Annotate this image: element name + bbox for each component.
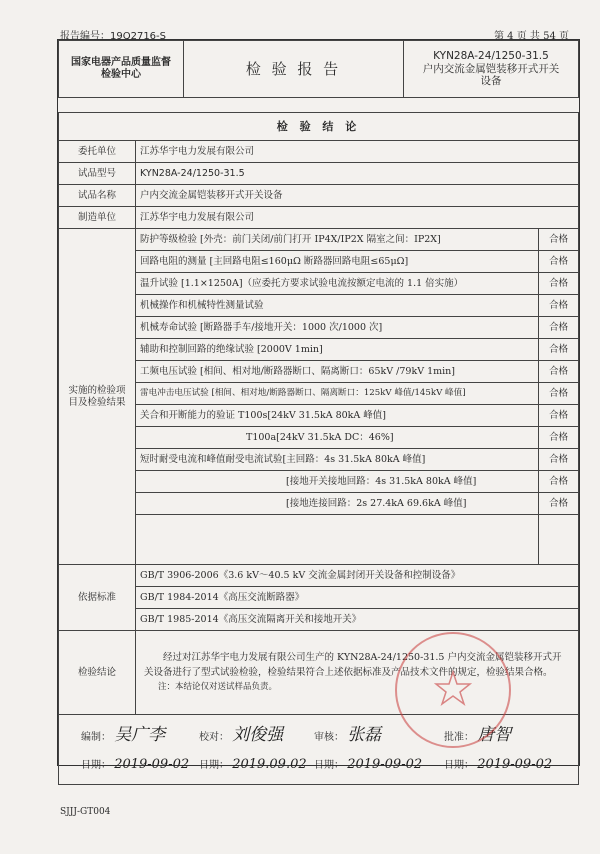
conclusion-label: 检验结论 bbox=[59, 631, 136, 715]
title-bar bbox=[58, 40, 579, 98]
editor-block bbox=[81, 725, 165, 745]
test-row bbox=[59, 229, 579, 251]
test-result: 合格 bbox=[538, 449, 578, 471]
checker-date-label: 日期： bbox=[199, 760, 229, 771]
info-value: 江苏华宇电力发展有限公司 bbox=[136, 141, 579, 163]
tests-label bbox=[59, 229, 136, 565]
test-row bbox=[59, 251, 579, 273]
standard-row bbox=[59, 587, 579, 609]
editor-label: 编制： bbox=[81, 732, 111, 743]
standard-item: GB/T 3906-2006《3.6 kV～40.5 kV 交流金属封闭开关设备和控制设备》 bbox=[136, 565, 579, 587]
reviewer-date-label: 日期： bbox=[314, 760, 344, 771]
conclusion-note: 注：本结论仅对送试样品负责。 bbox=[158, 681, 278, 692]
org-cell bbox=[59, 41, 184, 98]
standard-row bbox=[59, 609, 579, 631]
test-row bbox=[59, 405, 579, 427]
test-row bbox=[59, 493, 579, 515]
test-result: 合格 bbox=[538, 339, 578, 361]
info-row bbox=[59, 185, 579, 207]
test-row bbox=[59, 383, 579, 405]
test-item: 回路电阻的测量 [主回路电阻≤160μΩ 断路器回路电阻≤65μΩ] bbox=[136, 251, 539, 273]
test-item: [接地连接回路：2s 27.4kA 69.6kA 峰值] bbox=[136, 493, 539, 515]
test-item: [接地开关接地回路：4s 31.5kA 80kA 峰值] bbox=[136, 471, 539, 493]
test-result: 合格 bbox=[538, 251, 578, 273]
approver-date: 2019-09-02 bbox=[477, 757, 553, 772]
test-row bbox=[59, 471, 579, 493]
test-result: 合格 bbox=[538, 361, 578, 383]
info-label: 试品名称 bbox=[59, 185, 136, 207]
approver-label: 批准： bbox=[444, 732, 474, 743]
test-item: 工频电压试验 [相间、相对地/断路器断口、隔离断口：65kV /79kV 1min] bbox=[136, 361, 539, 383]
approver-date-block bbox=[444, 757, 552, 773]
info-row bbox=[59, 163, 579, 185]
test-row bbox=[59, 339, 579, 361]
checker-date-block bbox=[199, 757, 307, 773]
checker-date: 2019.09.02 bbox=[232, 757, 307, 772]
reviewer-label: 审核： bbox=[314, 732, 344, 743]
test-result: 合格 bbox=[538, 471, 578, 493]
tests-label-line2: 目及检验结果 bbox=[68, 396, 126, 408]
info-row bbox=[59, 207, 579, 229]
report-title-cell bbox=[184, 41, 404, 98]
report-number-label: 报告编号： bbox=[60, 31, 110, 42]
product-model: KYN28A-24/1250-31.5 bbox=[433, 50, 549, 63]
test-row bbox=[59, 273, 579, 295]
checker-block bbox=[199, 725, 283, 745]
test-item: 辅助和控制回路的绝缘试验 [2000V 1min] bbox=[136, 339, 539, 361]
editor-signature: 吴广李 bbox=[114, 725, 166, 745]
org-name-line2: 检验中心 bbox=[101, 69, 141, 80]
standard-item: GB/T 1985-2014《高压交流隔离开关和接地开关》 bbox=[136, 609, 579, 631]
test-item: 温升试验 [1.1×1250A]（应委托方要求试验电流按额定电流的 1.1 倍实施） bbox=[136, 273, 539, 295]
footer-code: SJJJ-GT004 bbox=[60, 807, 111, 817]
info-row bbox=[59, 141, 579, 163]
test-item: 机械寿命试验 [断路器手车/接地开关：1000 次/1000 次] bbox=[136, 317, 539, 339]
test-row bbox=[59, 295, 579, 317]
checker-label: 校对： bbox=[199, 732, 229, 743]
test-item: 短时耐受电流和峰值耐受电流试验[主回路：4s 31.5kA 80kA 峰值] bbox=[136, 449, 539, 471]
reviewer-date-block bbox=[314, 757, 422, 773]
seal-star-icon bbox=[397, 634, 512, 746]
checker-signature: 刘俊强 bbox=[232, 725, 284, 745]
test-result: 合格 bbox=[538, 493, 578, 515]
info-label: 委托单位 bbox=[59, 141, 136, 163]
info-label: 试品型号 bbox=[59, 163, 136, 185]
test-result: 合格 bbox=[538, 427, 578, 449]
editor-date-label: 日期： bbox=[81, 760, 111, 771]
test-result: 合格 bbox=[538, 405, 578, 427]
report-number-value: 19Q2716-S bbox=[110, 31, 167, 42]
standard-row bbox=[59, 565, 579, 587]
test-row bbox=[59, 449, 579, 471]
reviewer-signature: 张磊 bbox=[347, 725, 382, 745]
test-result: 合格 bbox=[538, 383, 578, 405]
test-item: 关合和开断能力的验证 T100s[24kV 31.5kA 80kA 峰值] bbox=[136, 405, 539, 427]
editor-date: 2019-09-02 bbox=[114, 757, 190, 772]
test-row-blank bbox=[59, 515, 579, 565]
official-seal-icon bbox=[395, 632, 511, 748]
info-label: 制造单位 bbox=[59, 207, 136, 229]
section-title: 检 验 结 论 bbox=[59, 113, 579, 141]
standards-label: 依据标准 bbox=[59, 565, 136, 631]
test-item: 雷电冲击电压试验 [相间、相对地/断路器断口、隔离断口：125kV 峰值/145kV 峰值] bbox=[136, 383, 539, 405]
editor-date-block bbox=[81, 757, 189, 773]
test-row bbox=[59, 317, 579, 339]
test-item: 防护等级检验 [外壳：前门关闭/前门打开 IP4X/IP2X 隔室之间：IP2X] bbox=[136, 229, 539, 251]
org-name-line1: 国家电器产品质量监督 bbox=[71, 57, 171, 68]
test-item: T100a[24kV 31.5kA DC：46%] bbox=[136, 427, 539, 449]
tests-label-line1: 实施的检验项 bbox=[68, 385, 126, 397]
test-result: 合格 bbox=[538, 273, 578, 295]
page-info: 第 4 页 共 54 页 bbox=[494, 31, 569, 42]
info-value: 户内交流金属铠装移开式开关设备 bbox=[136, 185, 579, 207]
info-value: 江苏华宇电力发展有限公司 bbox=[136, 207, 579, 229]
approver-date-label: 日期： bbox=[444, 760, 474, 771]
test-result: 合格 bbox=[538, 317, 578, 339]
test-result: 合格 bbox=[538, 295, 578, 317]
reviewer-block bbox=[314, 725, 381, 745]
product-name-line1: 户内交流金属铠装移开式开关 bbox=[422, 62, 560, 75]
conclusion-cell bbox=[136, 631, 579, 715]
approver-signature: 唐智 bbox=[477, 725, 512, 745]
standard-item: GB/T 1984-2014《高压交流断路器》 bbox=[136, 587, 579, 609]
conclusion-text: 经过对江苏华宇电力发展有限公司生产的 KYN28A-24/1250-31.5 户内交流金属铠装移开式开关设备进行了型式试验检验，检验结果符合上述依据标准及产品技术文件的规定，检验结果合格。 bbox=[144, 652, 562, 678]
test-item: 机械操作和机械特性测量试验 bbox=[136, 295, 539, 317]
product-cell bbox=[404, 41, 579, 98]
test-result: 合格 bbox=[538, 229, 578, 251]
product-name-line2: 设备 bbox=[480, 75, 502, 88]
reviewer-date: 2019-09-02 bbox=[347, 757, 423, 772]
test-row bbox=[59, 427, 579, 449]
report-title: 检 验 报 告 bbox=[245, 60, 342, 78]
info-value: KYN28A-24/1250-31.5 bbox=[136, 163, 579, 185]
test-row bbox=[59, 361, 579, 383]
